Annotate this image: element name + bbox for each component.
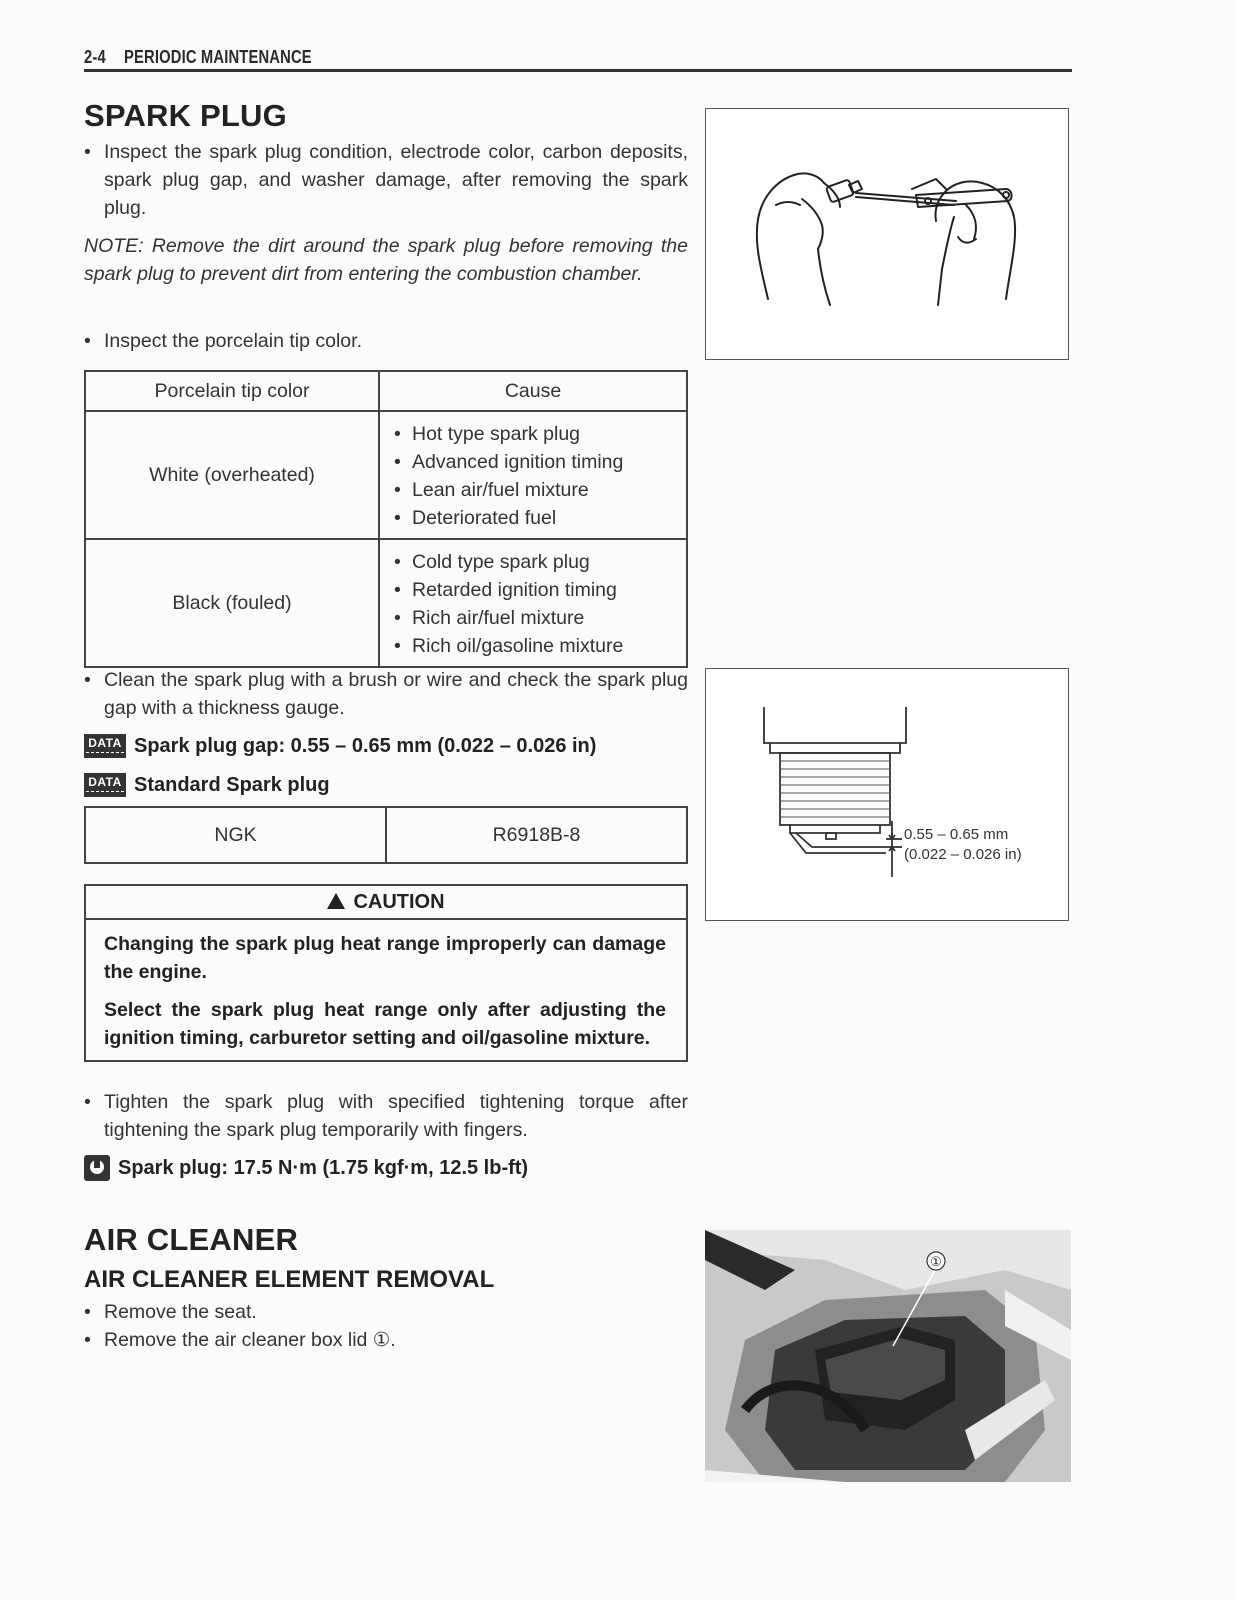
air-cleaner-photo [705, 1230, 1071, 1482]
cause-item: • Hot type spark plug [394, 420, 686, 448]
table-row [85, 411, 687, 539]
table-header-row [85, 371, 687, 411]
caution-box [84, 884, 688, 1062]
torque-wrench-icon [84, 1155, 110, 1181]
spark-plug-bullet-1 [84, 138, 688, 222]
cell-causes [379, 539, 687, 667]
cell-causes [379, 411, 687, 539]
cause-item: • Rich oil/gasoline mixture [394, 632, 686, 660]
gap-in-label: (0.022 – 0.026 in) [904, 846, 1022, 863]
callout-label: ① [930, 1254, 942, 1269]
caution-paragraph: Select the spark plug heat range only after adjusting the ignition timing, carburetor setting and oil/gasoline mixture. [104, 999, 666, 1049]
spark-plug-gap-figure [705, 668, 1069, 921]
spec-gap-line [84, 732, 688, 760]
hands-gauge-illustration [706, 109, 1068, 359]
spark-plug-section [84, 98, 688, 134]
page-header [84, 44, 1072, 72]
spec-standard-line [84, 771, 688, 799]
spark-plug-bullet-4 [84, 1088, 688, 1144]
subsection-heading: AIR CLEANER ELEMENT REMOVAL [84, 1266, 495, 1293]
section-heading: SPARK PLUG [84, 98, 287, 133]
page-number: 2-4 [84, 47, 106, 67]
table-row [85, 539, 687, 667]
bullet-text: • Tighten the spark plug with specified tightening torque after tightening the spark plug temporarily with fingers. [84, 1088, 688, 1144]
spec-standard: Standard Spark plug [134, 774, 330, 796]
cause-item: • Lean air/fuel mixture [394, 476, 686, 504]
bullet-text: • Remove the seat. [84, 1298, 688, 1326]
table-row [85, 807, 687, 863]
spark-plug-note [84, 232, 688, 288]
cell-color: Black (fouled) [85, 539, 379, 667]
porcelain-table-wrap [84, 370, 688, 668]
data-icon: DATA [84, 773, 126, 797]
warning-triangle-icon [327, 893, 345, 909]
ngk-table-wrap [84, 806, 688, 864]
cell-model: R6918B-8 [386, 807, 687, 863]
note-text: NOTE: Remove the dirt around the spark plug before removing the spark plug to prevent dirt from entering the combustion chamber. [84, 235, 688, 285]
cause-item: • Deteriorated fuel [394, 504, 686, 532]
air-cleaner-bullet-1 [84, 1298, 688, 1326]
caution-body [86, 920, 686, 1060]
spark-plug-bullet-3 [84, 666, 688, 722]
caution-paragraph: Changing the spark plug heat range improperly can damage the engine. [104, 933, 666, 983]
spark-plug-removal-figure [705, 108, 1069, 360]
header-title: PERIODIC MAINTENANCE [124, 47, 312, 67]
spark-plug-bullet-2 [84, 327, 688, 355]
bullet-text: • Inspect the porcelain tip color. [84, 327, 688, 355]
section-heading: AIR CLEANER [84, 1222, 299, 1257]
porcelain-tip-table [84, 370, 688, 668]
caution-box-wrap [84, 884, 688, 1062]
spec-gap: Spark plug gap: 0.55 – 0.65 mm (0.022 – 0.026 in) [134, 735, 597, 757]
caution-title: CAUTION [353, 890, 445, 913]
gap-mm-label: 0.55 – 0.65 mm [904, 826, 1009, 843]
air-cleaner-subheading-wrap [84, 1266, 688, 1294]
data-icon: DATA [84, 734, 126, 758]
torque-spec: Spark plug: 17.5 N·m (1.75 kgf·m, 12.5 lb-ft) [118, 1157, 529, 1179]
bullet-text: • Inspect the spark plug condition, electrode color, carbon deposits, spark plug gap, and washer damage, after removing the spark plug. [84, 138, 688, 222]
standard-plug-table [84, 806, 688, 864]
spark-plug-gap-diagram [706, 669, 1068, 920]
air-cleaner-bullet-2 [84, 1326, 688, 1354]
cause-item: • Retarded ignition timing [394, 576, 686, 604]
cause-item: • Cold type spark plug [394, 548, 686, 576]
air-cleaner-section [84, 1222, 688, 1258]
bullet-text: • Clean the spark plug with a brush or wire and check the spark plug gap with a thickness gauge. [84, 666, 688, 722]
torque-spec-line [84, 1154, 688, 1182]
col-header-cause: Cause [379, 371, 687, 411]
cell-color: White (overheated) [85, 411, 379, 539]
cause-item: • Advanced ignition timing [394, 448, 686, 476]
bullet-text: • Remove the air cleaner box lid ①. [84, 1326, 688, 1354]
cell-brand: NGK [85, 807, 386, 863]
caution-header [86, 886, 686, 920]
cause-item: • Rich air/fuel mixture [394, 604, 686, 632]
air-cleaner-photo-illustration [705, 1230, 1071, 1482]
col-header-color: Porcelain tip color [85, 371, 379, 411]
